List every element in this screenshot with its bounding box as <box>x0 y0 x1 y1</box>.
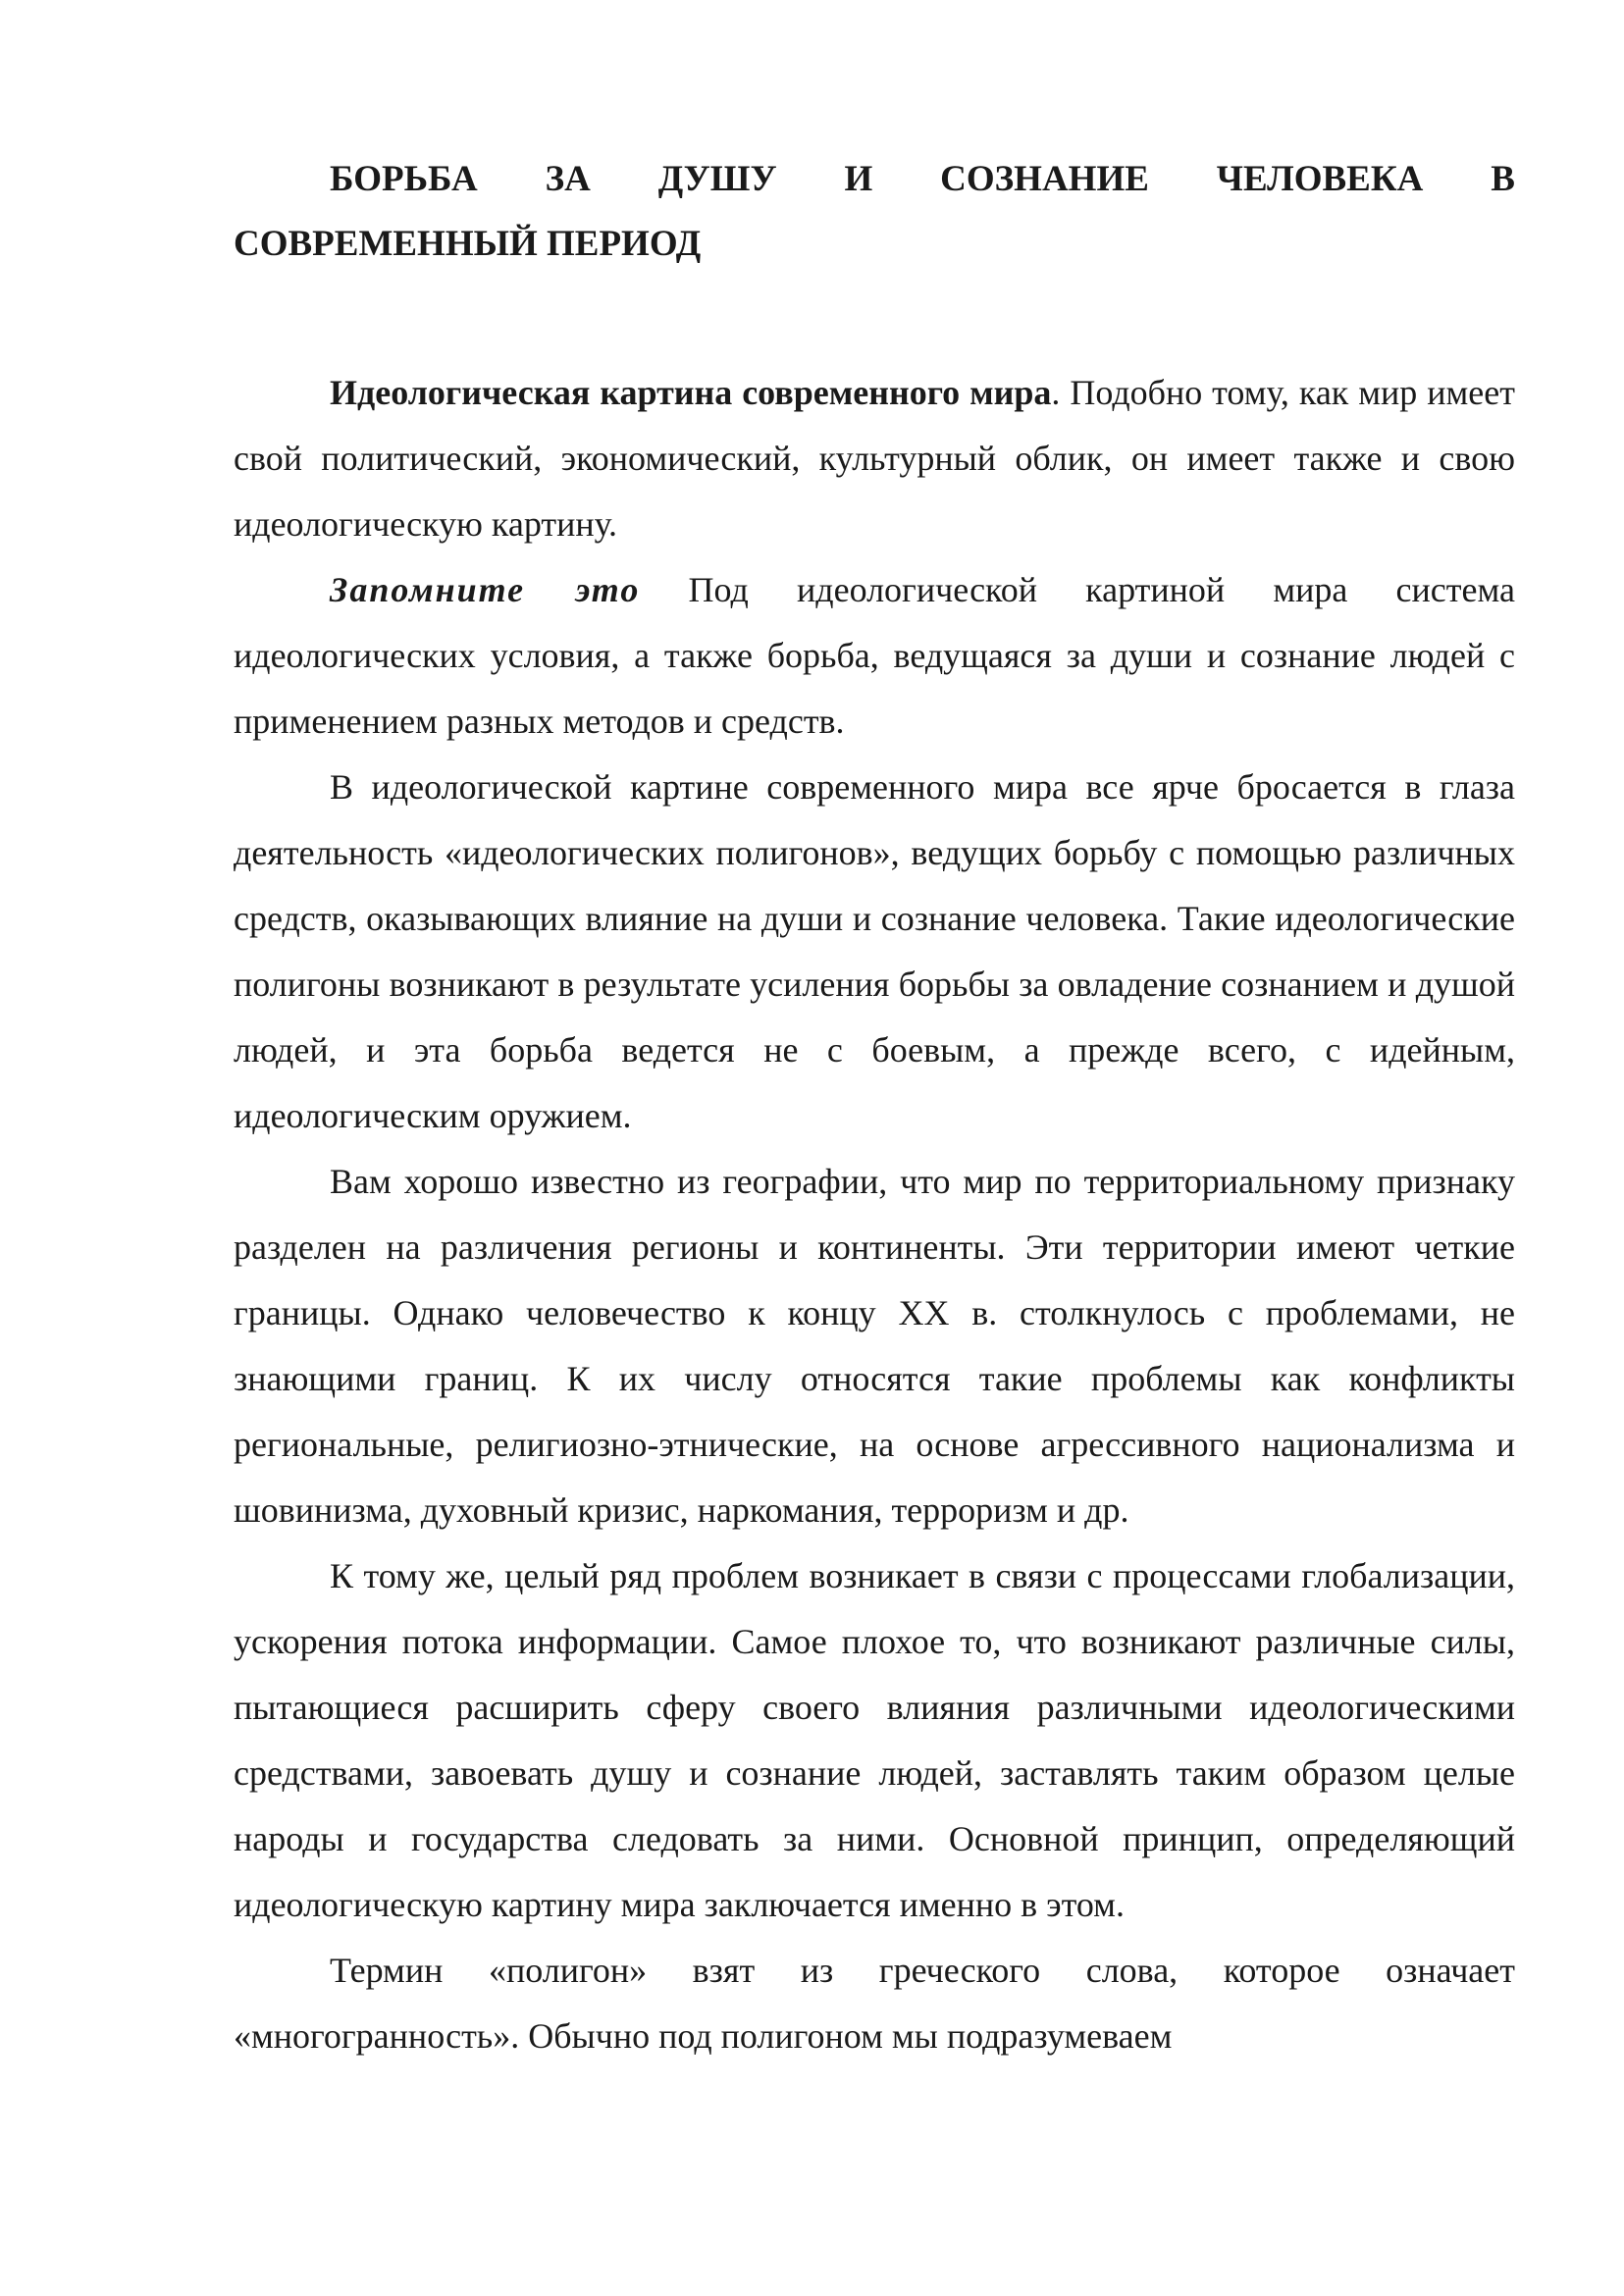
document-page <box>234 147 1515 2069</box>
title-line-2: СОВРЕМЕННЫЙ ПЕРИОД <box>234 224 702 264</box>
title-word: И <box>844 159 873 199</box>
title-word: ДУШУ <box>657 159 777 199</box>
paragraph-geography: Вам хорошо известно из географии, что мир по территориальному признаку разделен на различения регионы и континенты. Эти территории имеют четкие границы. Однако человечество к концу XX в. столкнулось с проблемами, не знающими границ. К их числу относятся такие проблемы как конфликты региональные, религиозно-этнические, на основе агрессивного национализма и шовинизма, духовный кризис, наркомания, терроризм и др. <box>234 1162 1515 1530</box>
paragraph-globalization: К тому же, целый ряд проблем возникает в связи с процессами глобализации, ускорения потока информации. Самое плохое то, что возникают различные силы, пытающиеся расширить сферу своего влияния различными идеологическими средствами, завоевать душу и сознание людей, заставлять таким образом целые народы и государства следовать за ними. Основной принцип, определяющий идеологическую картину мира заключается именно в этом. <box>234 1556 1515 1924</box>
paragraph-polygons: В идеологической картине современного мира все ярче бросается в глаза деятельность «идеологических полигонов», ведущих борьбу с помощью различных средств, оказывающих влияние на души и сознание человека. Такие идеологические полигоны возникают в результате усиления борьбы за овладение сознанием и душой людей, и эта борьба ведется не с боевым, а прежде всего, с идейным, идеологическим оружием. <box>234 767 1515 1135</box>
paragraph-remember <box>234 557 1515 755</box>
title-word: БОРЬБА <box>330 159 478 199</box>
paragraph-text: Под идеологической картиной мира система идеологических условия, а также борьба, ведущаяся за души и сознание людей с применением разных методов и средств. <box>234 570 1516 741</box>
title-word: СОЗНАНИЕ <box>940 159 1149 199</box>
title-word: В <box>1491 159 1515 199</box>
title-line-1 <box>234 147 1515 212</box>
paragraph-ideological-picture <box>234 360 1515 557</box>
paragraph-lead-bold-italic: Запомните это <box>330 570 641 609</box>
paragraph-polygon-term: Термин «полигон» взят из греческого слова, которое означает «многогранность». Обычно под полигоном мы подразумеваем <box>234 1951 1515 2056</box>
document-title <box>234 147 1515 277</box>
title-word: ЧЕЛОВЕКА <box>1216 159 1424 199</box>
paragraph-lead-bold: Идеологическая картина современного мира <box>330 373 1052 412</box>
paragraph-text: . Подобно тому, как мир имеет свой политический, экономический, культурный облик, он имеет также и свою идеологическую картину. <box>234 373 1515 544</box>
title-word: ЗА <box>545 159 591 199</box>
